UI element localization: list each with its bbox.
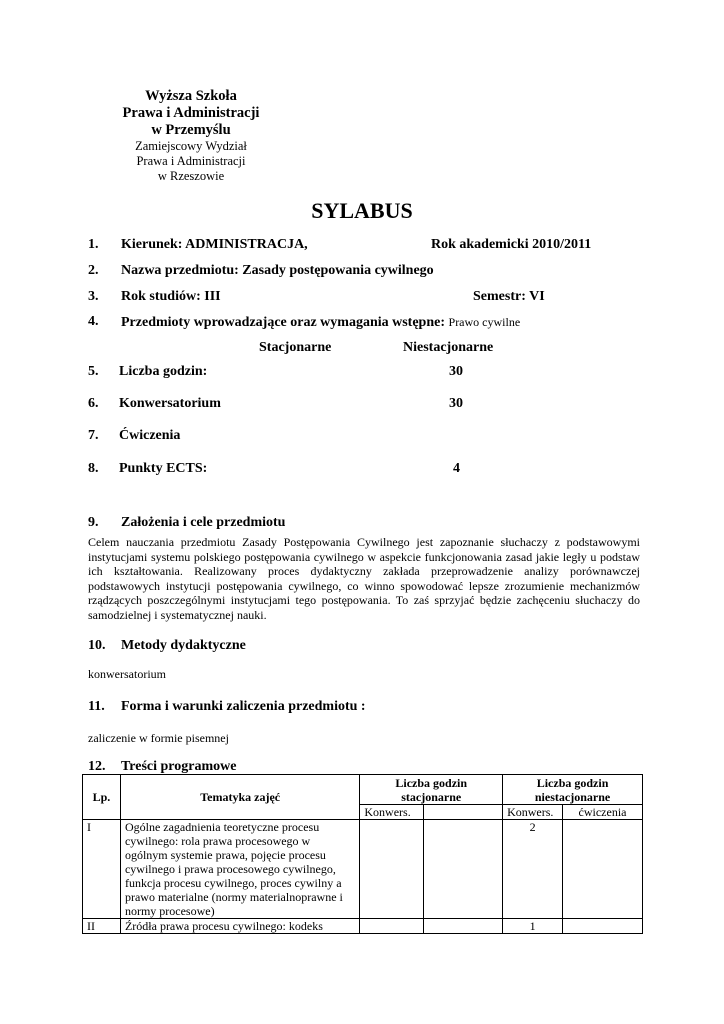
przedmioty-value: Prawo cywilne xyxy=(448,315,521,329)
item-number: 12. xyxy=(88,759,106,774)
item-number: 6. xyxy=(88,396,99,411)
header-line: Wyższa Szkoła xyxy=(145,88,237,104)
tresci-table xyxy=(82,774,643,934)
semestr: Semestr: VI xyxy=(473,289,545,304)
tresci-heading: Treści programowe xyxy=(121,759,237,774)
cell-stac-konw xyxy=(360,820,424,919)
header-line: w Rzeszowie xyxy=(157,169,225,183)
header-lp: Lp. xyxy=(83,775,121,820)
przedmioty-label: Przedmioty wprowadzające oraz wymagania wstępne: xyxy=(121,315,446,330)
header-niestac-line: niestacjonarne xyxy=(534,789,611,804)
konwersatorium-niestac: 30 xyxy=(449,396,463,411)
cell-lp: I xyxy=(83,820,121,919)
przedmioty-wprowadzajace xyxy=(121,313,520,332)
liczba-godzin-label: Liczba godzin: xyxy=(119,364,208,379)
punkty-ects-niestac: 4 xyxy=(453,461,460,476)
subheader-empty xyxy=(424,805,503,820)
cell-tematyka: Ogólne zagadnienia teoretyczne procesu cywilnego: rola prawa procesowego w ogólnym systemie prawa, pojęcie procesu cywilnego i prawa procesowego cywilnego, funkcja procesu cywilnego, proces cywilny a prawo materialne (normy materialnoprawne i normy procesowe) xyxy=(120,820,359,919)
punkty-ects-label: Punkty ECTS: xyxy=(119,461,208,476)
cwiczenia-label: Ćwiczenia xyxy=(119,428,181,443)
header-stacjonarne xyxy=(360,775,503,805)
item-number: 1. xyxy=(88,237,99,252)
subheader-konwers-niestac: Konwers. xyxy=(503,805,563,820)
kierunek-label: Kierunek: ADMINISTRACJA, xyxy=(121,237,308,252)
cell-stac-other xyxy=(424,820,503,919)
header-stac-line: stacjonarne xyxy=(401,789,462,804)
column-stacjonarne: Stacjonarne xyxy=(259,340,332,355)
zalozenia-paragraph: Celem nauczania przedmiotu Zasady Postępowania Cywilnego jest zapoznanie słuchaczy z podstawowymi instytucjami systemu polskiego postępowania cywilnego w aspekcie funkcjonowania zasad jakie legły u podstaw ich kształtowania. Realizowany proces dydaktyczny zakłada przeprowadzenie analizy porównawczej podstawowych instytucji postępowania cywilnego, co winno spowodować lepsze zrozumienie mechanizmów rządzących poszczególnymi instytucjami tego postępowania. To zaś sprzyjać będzie zachęceniu słuchaczy do samodzielnej i systematycznej nauki. xyxy=(88,535,640,622)
forma-value: zaliczenie w formie pisemnej xyxy=(88,731,229,745)
item-number: 8. xyxy=(88,461,99,476)
document-title: SYLABUS xyxy=(311,198,413,223)
forma-heading: Forma i warunki zaliczenia przedmiotu : xyxy=(121,699,366,714)
rok-akademicki: Rok akademicki 2010/2011 xyxy=(431,237,592,252)
university-header xyxy=(96,88,286,184)
item-number: 10. xyxy=(88,638,106,653)
header-line: Prawa i Administracji xyxy=(136,154,246,168)
header-tematyka: Tematyka zajęć xyxy=(120,775,359,820)
item-number: 9. xyxy=(88,515,99,530)
item-number: 2. xyxy=(88,263,99,278)
rok-studiow: Rok studiów: III xyxy=(121,289,221,304)
item-number: 4. xyxy=(88,314,99,329)
cell-stac-konw xyxy=(360,919,424,934)
table-row xyxy=(83,820,643,919)
cell-lp: II xyxy=(83,919,121,934)
header-niestac-line: Liczba godzin xyxy=(536,775,609,790)
header-stac-line: Liczba godzin xyxy=(395,775,468,790)
cell-niestac-konw: 2 xyxy=(503,820,563,919)
zalozenia-heading: Założenia i cele przedmiotu xyxy=(121,515,286,530)
liczba-godzin-niestac: 30 xyxy=(449,364,463,379)
metody-heading: Metody dydaktyczne xyxy=(121,638,246,653)
column-niestacjonarne: Niestacjonarne xyxy=(403,340,494,355)
header-line: Zamiejscowy Wydział xyxy=(135,139,247,153)
item-number: 11. xyxy=(88,699,105,714)
subheader-konwers-stac: Konwers. xyxy=(360,805,424,820)
cell-stac-other xyxy=(424,919,503,934)
subheader-cwiczenia: ćwiczenia xyxy=(563,805,643,820)
cell-niestac-cw xyxy=(563,919,643,934)
cell-tematyka: Źródła prawa procesu cywilnego: kodeks xyxy=(120,919,359,934)
table-row xyxy=(83,919,643,934)
konwersatorium-label: Konwersatorium xyxy=(119,396,221,411)
header-niestacjonarne xyxy=(503,775,643,805)
item-number: 5. xyxy=(88,364,99,379)
item-number: 3. xyxy=(88,289,99,304)
header-line: w Przemyślu xyxy=(151,122,231,138)
item-number: 7. xyxy=(88,428,99,443)
metody-value: konwersatorium xyxy=(88,667,166,681)
nazwa-przedmiotu: Nazwa przedmiotu: Zasady postępowania cywilnego xyxy=(121,263,434,278)
header-line: Prawa i Administracji xyxy=(122,105,260,121)
cell-niestac-konw: 1 xyxy=(503,919,563,934)
cell-niestac-cw xyxy=(563,820,643,919)
